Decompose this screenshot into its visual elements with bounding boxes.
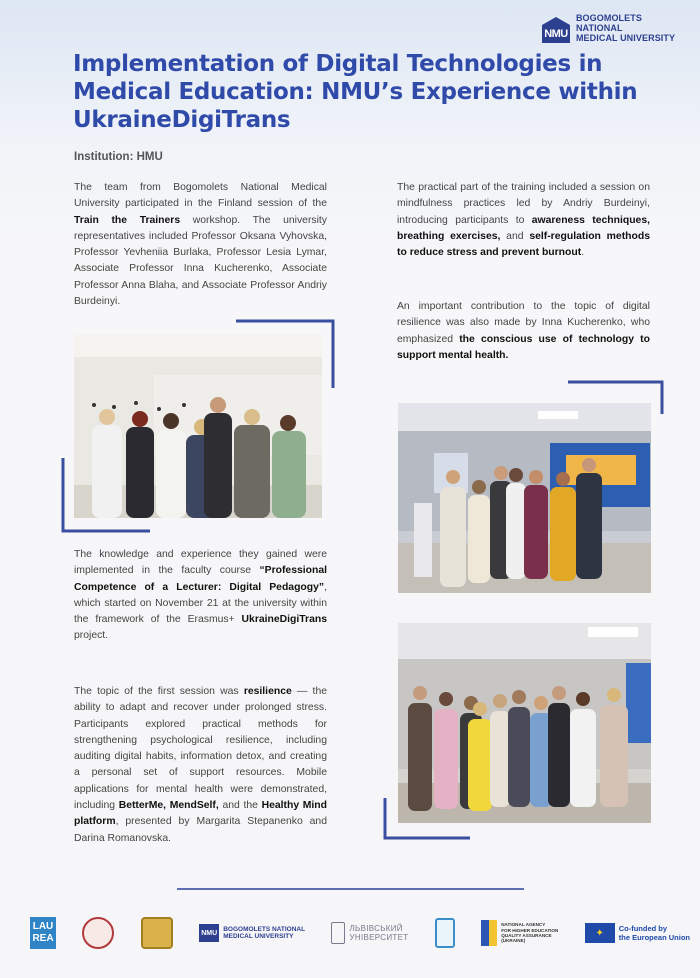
- left-paragraph-3: The topic of the first session was resilience — the ability to adapt and recover under prolonged stress. Participants explored practical methods for strengthening psychological resilience, including auditing digital habits, information detox, and creating a personal set of support resources. Mobile applications for mental health were demonstrated, including BetterMe, MendSelf, and the Healthy Mind platform, presented by Margarita Stepanenko and Darina Romanovska.: [74, 686, 327, 844]
- laurea-logo: LAU REA: [30, 917, 56, 949]
- lviv-emblem-icon: [331, 922, 345, 944]
- seal-icon: [82, 917, 114, 949]
- classroom-photo-1-image: [398, 403, 651, 593]
- nmu-building-icon: NMU: [541, 13, 571, 43]
- group-photo-finland: [74, 335, 322, 518]
- logo-line1: BOGOMOLETS NATIONAL: [575, 13, 642, 33]
- partner-logos: [30, 910, 690, 956]
- university-crest-logo: [141, 917, 173, 949]
- nmu-header-logo: [541, 12, 691, 44]
- naqa-logo: NATIONAL AGENCY FOR HIGHER EDUCATION QUALITY ASSURANCE (UKRAINE): [481, 920, 558, 946]
- eu-flag-icon: ✦: [585, 923, 615, 943]
- page-title: Implementation of Digital Technologies in Medical Education: NMU’s Experience within UkraineDigiTrans: [73, 51, 638, 133]
- naqa-mark-icon: [481, 920, 497, 946]
- classroom-photo-1: [398, 403, 651, 593]
- blue-emblem-logo: [435, 918, 455, 948]
- lviv-university-logo: ЛЬВІВСЬКИЙ УНІВЕРСИТЕТ: [331, 922, 408, 944]
- university-seal-logo: [82, 917, 114, 949]
- emblem-icon: [435, 918, 455, 948]
- nmu-footer-logo: NMU BOGOMOLETS NATIONAL MEDICAL UNIVERSITY: [199, 924, 305, 942]
- left-paragraph-2: The knowledge and experience they gained were implemented in the faculty course “Professional Competence of a Lecturer: Digital Pedagogy”, which started on November 21 at the university within the framework of the Erasmus+ UkraineDigiTrans project.: [74, 549, 327, 642]
- right-paragraph-1: The practical part of the training included a session on mindfulness practices led by Andriy Burdeinyi, introducing participants to awareness techniques, breathing exercises, and self-regulation methods to reduce stress and prevent burnout.: [397, 182, 650, 259]
- eu-cofunded-logo: ✦ Co-funded by the European Union: [585, 923, 690, 943]
- logo-line2: MEDICAL UNIVERSITY: [575, 33, 676, 43]
- right-paragraph-2: An important contribution to the topic of digital resilience was also made by Inna Kucherenko, who emphasized the conscious use of technology to support mental health.: [397, 301, 650, 361]
- classroom-photo-2: [398, 623, 651, 823]
- classroom-photo-2-image: [398, 623, 651, 823]
- group-photo-finland-image: [74, 335, 322, 518]
- footer-divider: [177, 888, 524, 890]
- crest-icon: [141, 917, 173, 949]
- left-paragraph-1: The team from Bogomolets National Medical University participated in the Finland session of the Train the Trainers workshop. The university representatives included Professor Oksana Vyhovska, Professor Yevheniia Burlaka, Professor Lesia Lymar, Associate Professor Inna Kucherenko, Associate Professor Anna Blaha, and Associate Professor Andriy Burdeinyi.: [74, 182, 327, 308]
- institution-label: Institution: HMU: [74, 151, 163, 163]
